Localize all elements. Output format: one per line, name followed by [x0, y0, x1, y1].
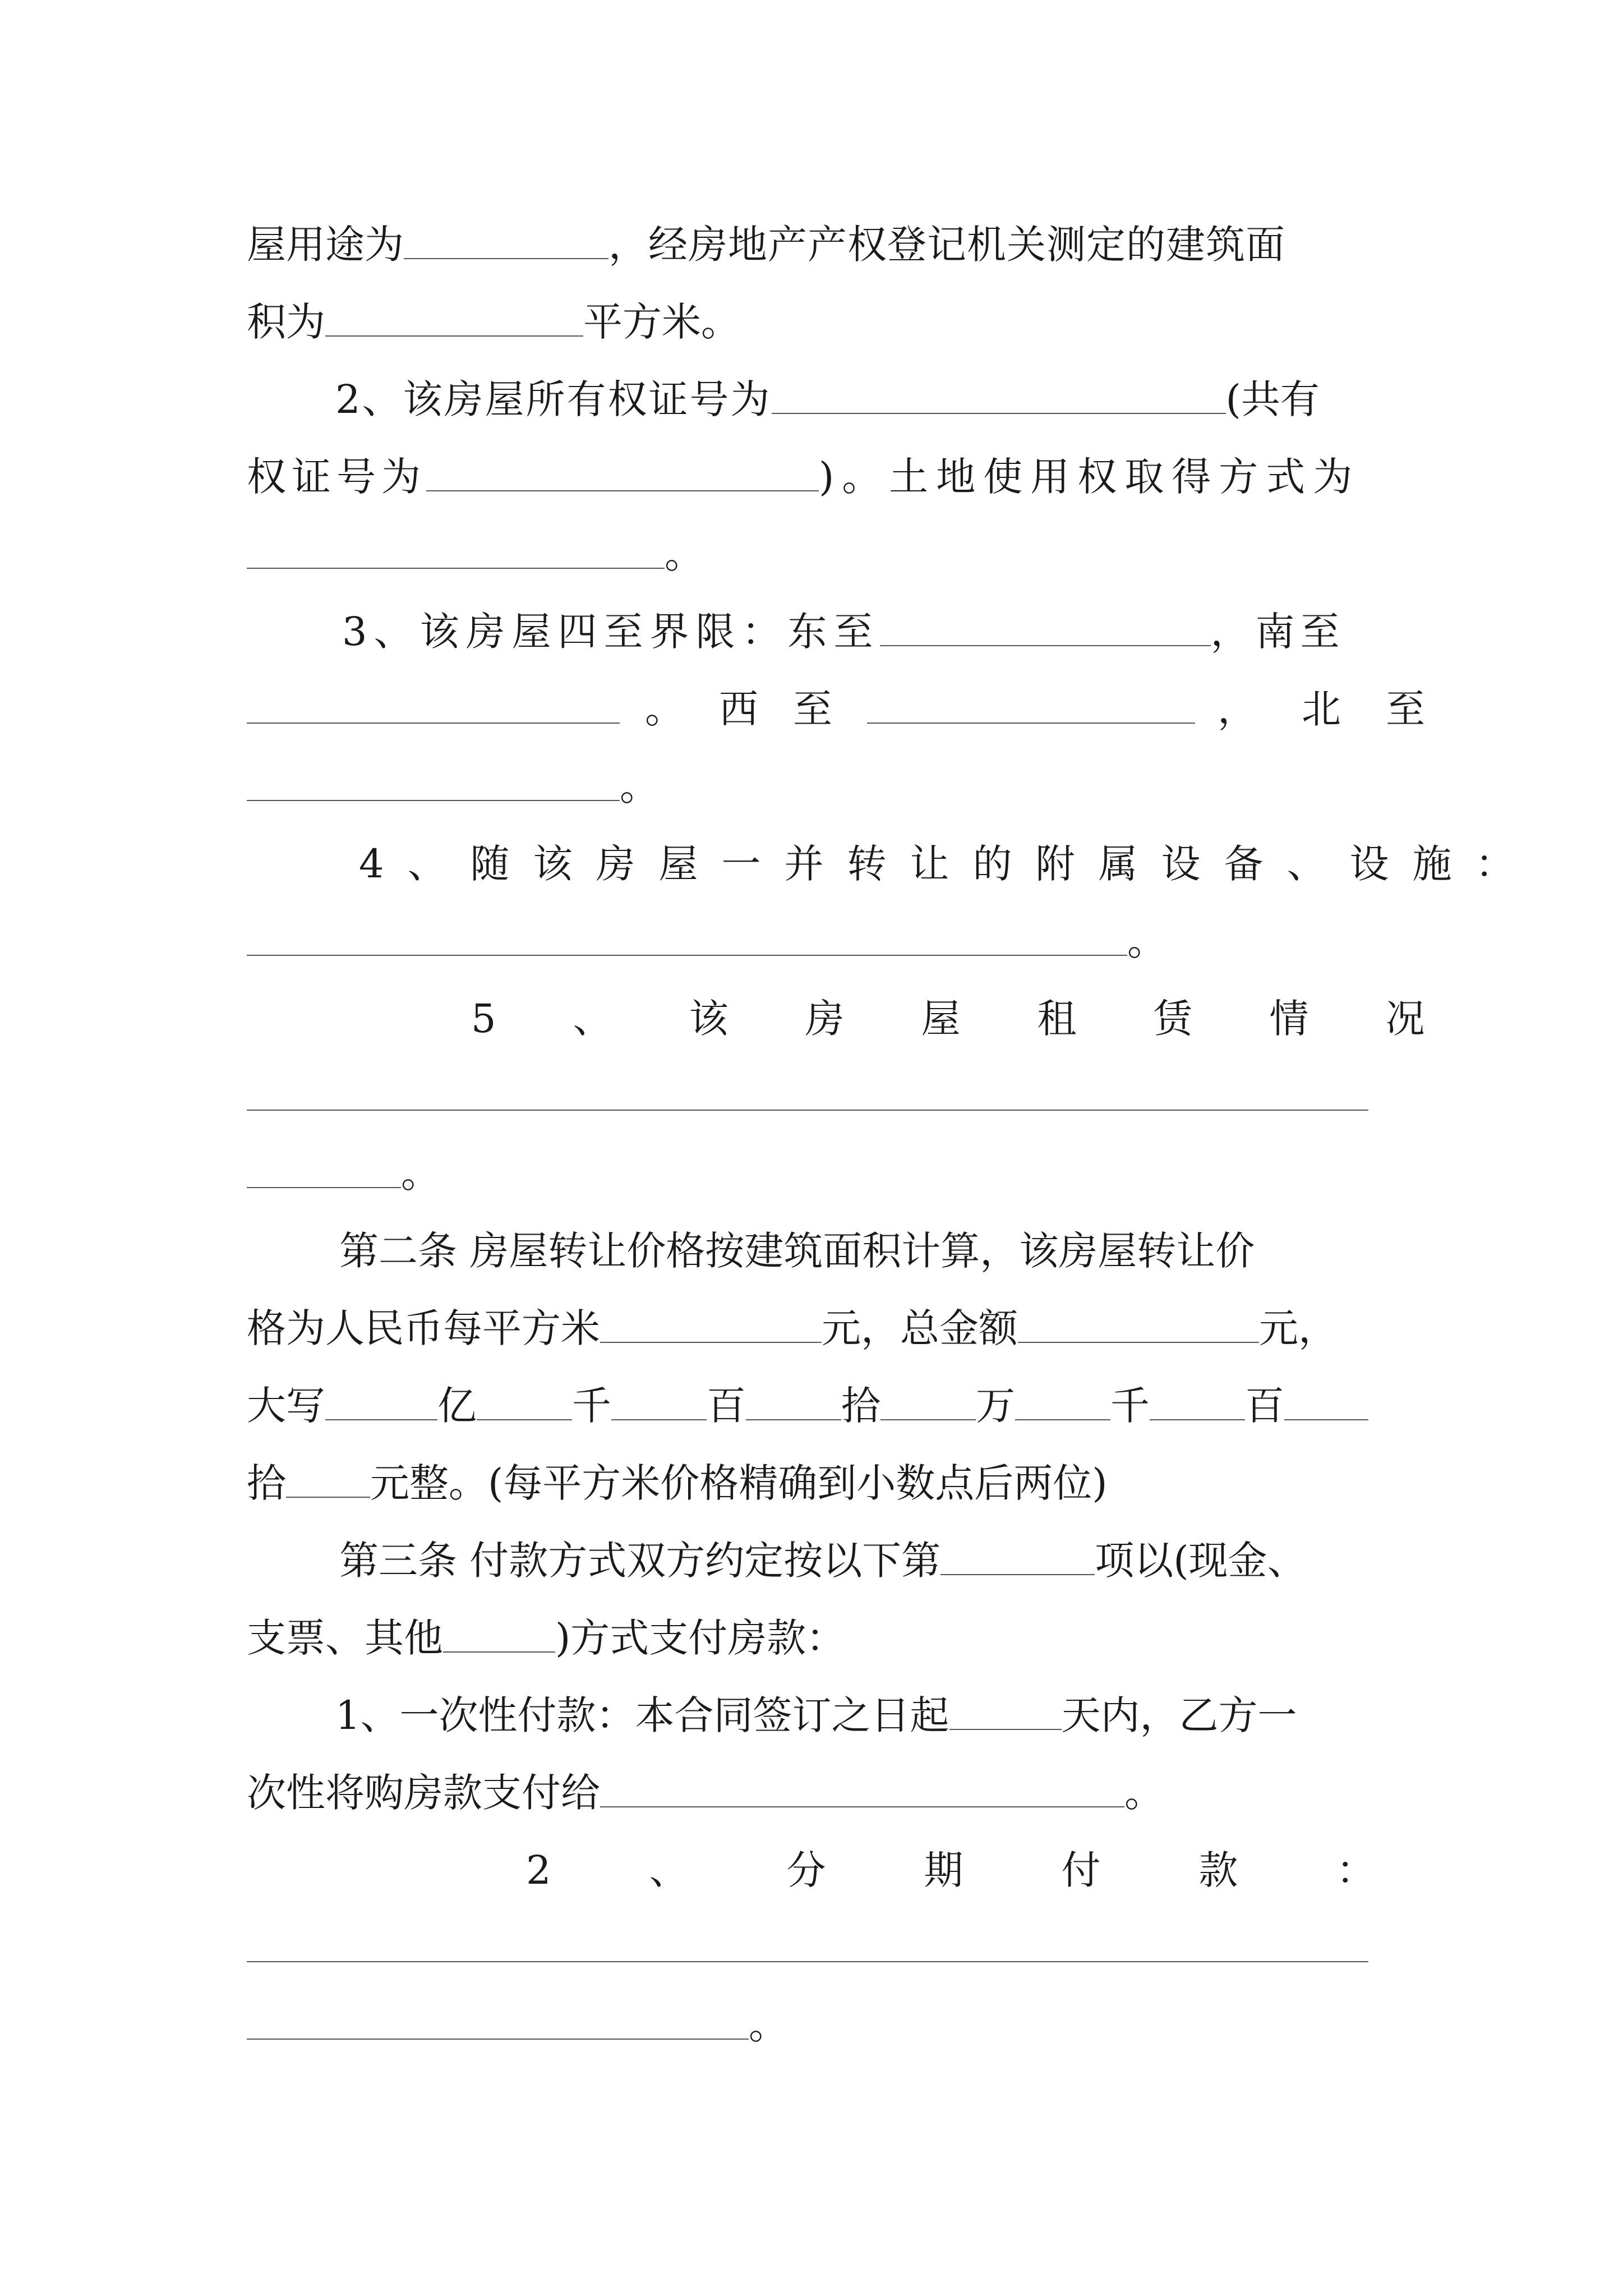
- text-segment: )。土地使用权取得方式为: [819, 454, 1361, 500]
- blank-field-payee[interactable]: [600, 1765, 1124, 1821]
- text-line-23: [247, 1920, 1368, 1976]
- text-segment: )方式支付房款：: [555, 1615, 846, 1661]
- text-segment: 百: [707, 1383, 746, 1429]
- blank-field-ownership-cert[interactable]: [772, 371, 1226, 427]
- blank-field-wan[interactable]: [880, 1378, 976, 1434]
- text-segment: 5、该房屋租赁情况: [471, 996, 1502, 1042]
- text-line-14: [339, 1223, 1255, 1279]
- blank-field-bai[interactable]: [611, 1378, 707, 1434]
- text-segment: 平方米。: [583, 299, 740, 345]
- text-line-6: [342, 604, 1345, 660]
- text-segment: 。: [749, 2002, 788, 2048]
- blank-field-installments[interactable]: [247, 1920, 1368, 1976]
- blank-field-qian-2[interactable]: [1015, 1378, 1110, 1434]
- blank-field-land-use-method[interactable]: [247, 526, 665, 582]
- text-line-18: [339, 1533, 1307, 1589]
- text-segment: 权证号为: [247, 454, 426, 500]
- blank-field-shi-2[interactable]: [1284, 1378, 1368, 1434]
- text-segment: 元整。(每平方米价格精确到小数点后两位): [370, 1460, 1108, 1506]
- blank-field-south[interactable]: [247, 681, 620, 737]
- text-segment: 。: [401, 1151, 440, 1197]
- text-segment: 元，总金额: [822, 1305, 1018, 1351]
- blank-field-lease-status[interactable]: [247, 1068, 1368, 1124]
- blank-field-unit-price[interactable]: [600, 1300, 822, 1356]
- text-segment: 千: [1110, 1383, 1150, 1429]
- blank-field-shi[interactable]: [746, 1378, 841, 1434]
- text-segment: 。西至: [645, 686, 867, 732]
- text-line-5: [247, 526, 704, 582]
- text-segment: 百: [1245, 1383, 1284, 1429]
- blank-field-west[interactable]: [867, 681, 1195, 737]
- text-segment: 次性将购房款支付给: [247, 1770, 600, 1816]
- blank-field-days[interactable]: [949, 1687, 1062, 1743]
- blank-field-yuan[interactable]: [286, 1455, 370, 1511]
- text-segment: 积为: [247, 299, 325, 345]
- text-segment: 。: [1124, 1770, 1164, 1816]
- text-segment: ，北至: [1218, 686, 1470, 732]
- blank-field-other-method[interactable]: [443, 1610, 555, 1666]
- blank-field-qian[interactable]: [477, 1378, 572, 1434]
- text-line-15: [247, 1300, 1338, 1356]
- blank-field-attached-facilities[interactable]: [247, 913, 1127, 969]
- blank-field-north[interactable]: [247, 758, 620, 815]
- text-line-9: [359, 836, 1538, 892]
- text-segment: 。: [1127, 918, 1166, 964]
- text-segment: 大写: [247, 1383, 325, 1429]
- text-line-8: [247, 758, 659, 815]
- text-segment: 屋用途为: [247, 222, 404, 268]
- text-segment: 元，: [1259, 1305, 1338, 1351]
- blank-field-area[interactable]: [325, 294, 583, 350]
- text-line-24: [247, 1997, 788, 2053]
- text-line-16: [247, 1378, 1368, 1434]
- text-segment: ，南至: [1210, 609, 1345, 655]
- text-segment: 4、随该房屋一并转让的附属设备、设施：: [359, 841, 1538, 887]
- text-line-11: [471, 991, 1502, 1047]
- blank-field-installments-cont[interactable]: [247, 1997, 749, 2053]
- text-line-10: [247, 913, 1166, 969]
- text-segment: (共有: [1225, 376, 1320, 422]
- text-segment: 。: [665, 531, 704, 577]
- text-segment: 第二条 房屋转让价格按建筑面积计算，该房屋转让价: [339, 1228, 1255, 1274]
- text-line-2: [247, 294, 740, 350]
- text-segment: 第三条 付款方式双方约定按以下第: [339, 1538, 941, 1584]
- blank-field-option-number[interactable]: [940, 1533, 1095, 1589]
- text-segment: 拾: [841, 1383, 880, 1429]
- text-segment: 2、该房屋所有权证号为: [335, 376, 772, 422]
- text-segment: 项以(现金、: [1095, 1538, 1307, 1584]
- text-line-7: [247, 681, 1470, 737]
- text-segment: 格为人民币每平方米: [247, 1305, 600, 1351]
- blank-field-total-amount[interactable]: [1018, 1300, 1259, 1356]
- text-segment: 亿: [437, 1383, 477, 1429]
- text-line-4: [247, 449, 1360, 505]
- text-line-22: [526, 1842, 1474, 1898]
- text-line-3: [335, 371, 1320, 427]
- blank-field-bai-2[interactable]: [1150, 1378, 1245, 1434]
- text-segment: 拾: [247, 1460, 286, 1506]
- text-segment: 3、该房屋四至界限：东至: [342, 609, 880, 655]
- text-segment: 。: [620, 763, 659, 809]
- text-line-21: [247, 1765, 1164, 1821]
- text-line-12: [247, 1068, 1368, 1124]
- blank-field-co-ownership-cert[interactable]: [426, 449, 819, 505]
- text-segment: 1、一次性付款：本合同签订之日起: [335, 1692, 949, 1738]
- blank-field-yi[interactable]: [325, 1378, 437, 1434]
- text-line-20: [335, 1687, 1297, 1743]
- text-line-13: [247, 1145, 440, 1202]
- text-segment: 天内，乙方一: [1061, 1692, 1297, 1738]
- text-segment: 万: [976, 1383, 1015, 1429]
- blank-field-east[interactable]: [880, 604, 1211, 660]
- text-line-19: [247, 1610, 845, 1666]
- text-line-17: [247, 1455, 1108, 1511]
- blank-field-lease-status-cont[interactable]: [247, 1145, 401, 1202]
- text-line-1: [247, 217, 1285, 273]
- text-segment: 支票、其他: [247, 1615, 443, 1661]
- text-segment: ，经房地产产权登记机关测定的建筑面: [608, 222, 1285, 268]
- text-segment: 2、分期付款：: [526, 1847, 1474, 1893]
- text-segment: 千: [572, 1383, 611, 1429]
- blank-field-house-use[interactable]: [404, 217, 608, 273]
